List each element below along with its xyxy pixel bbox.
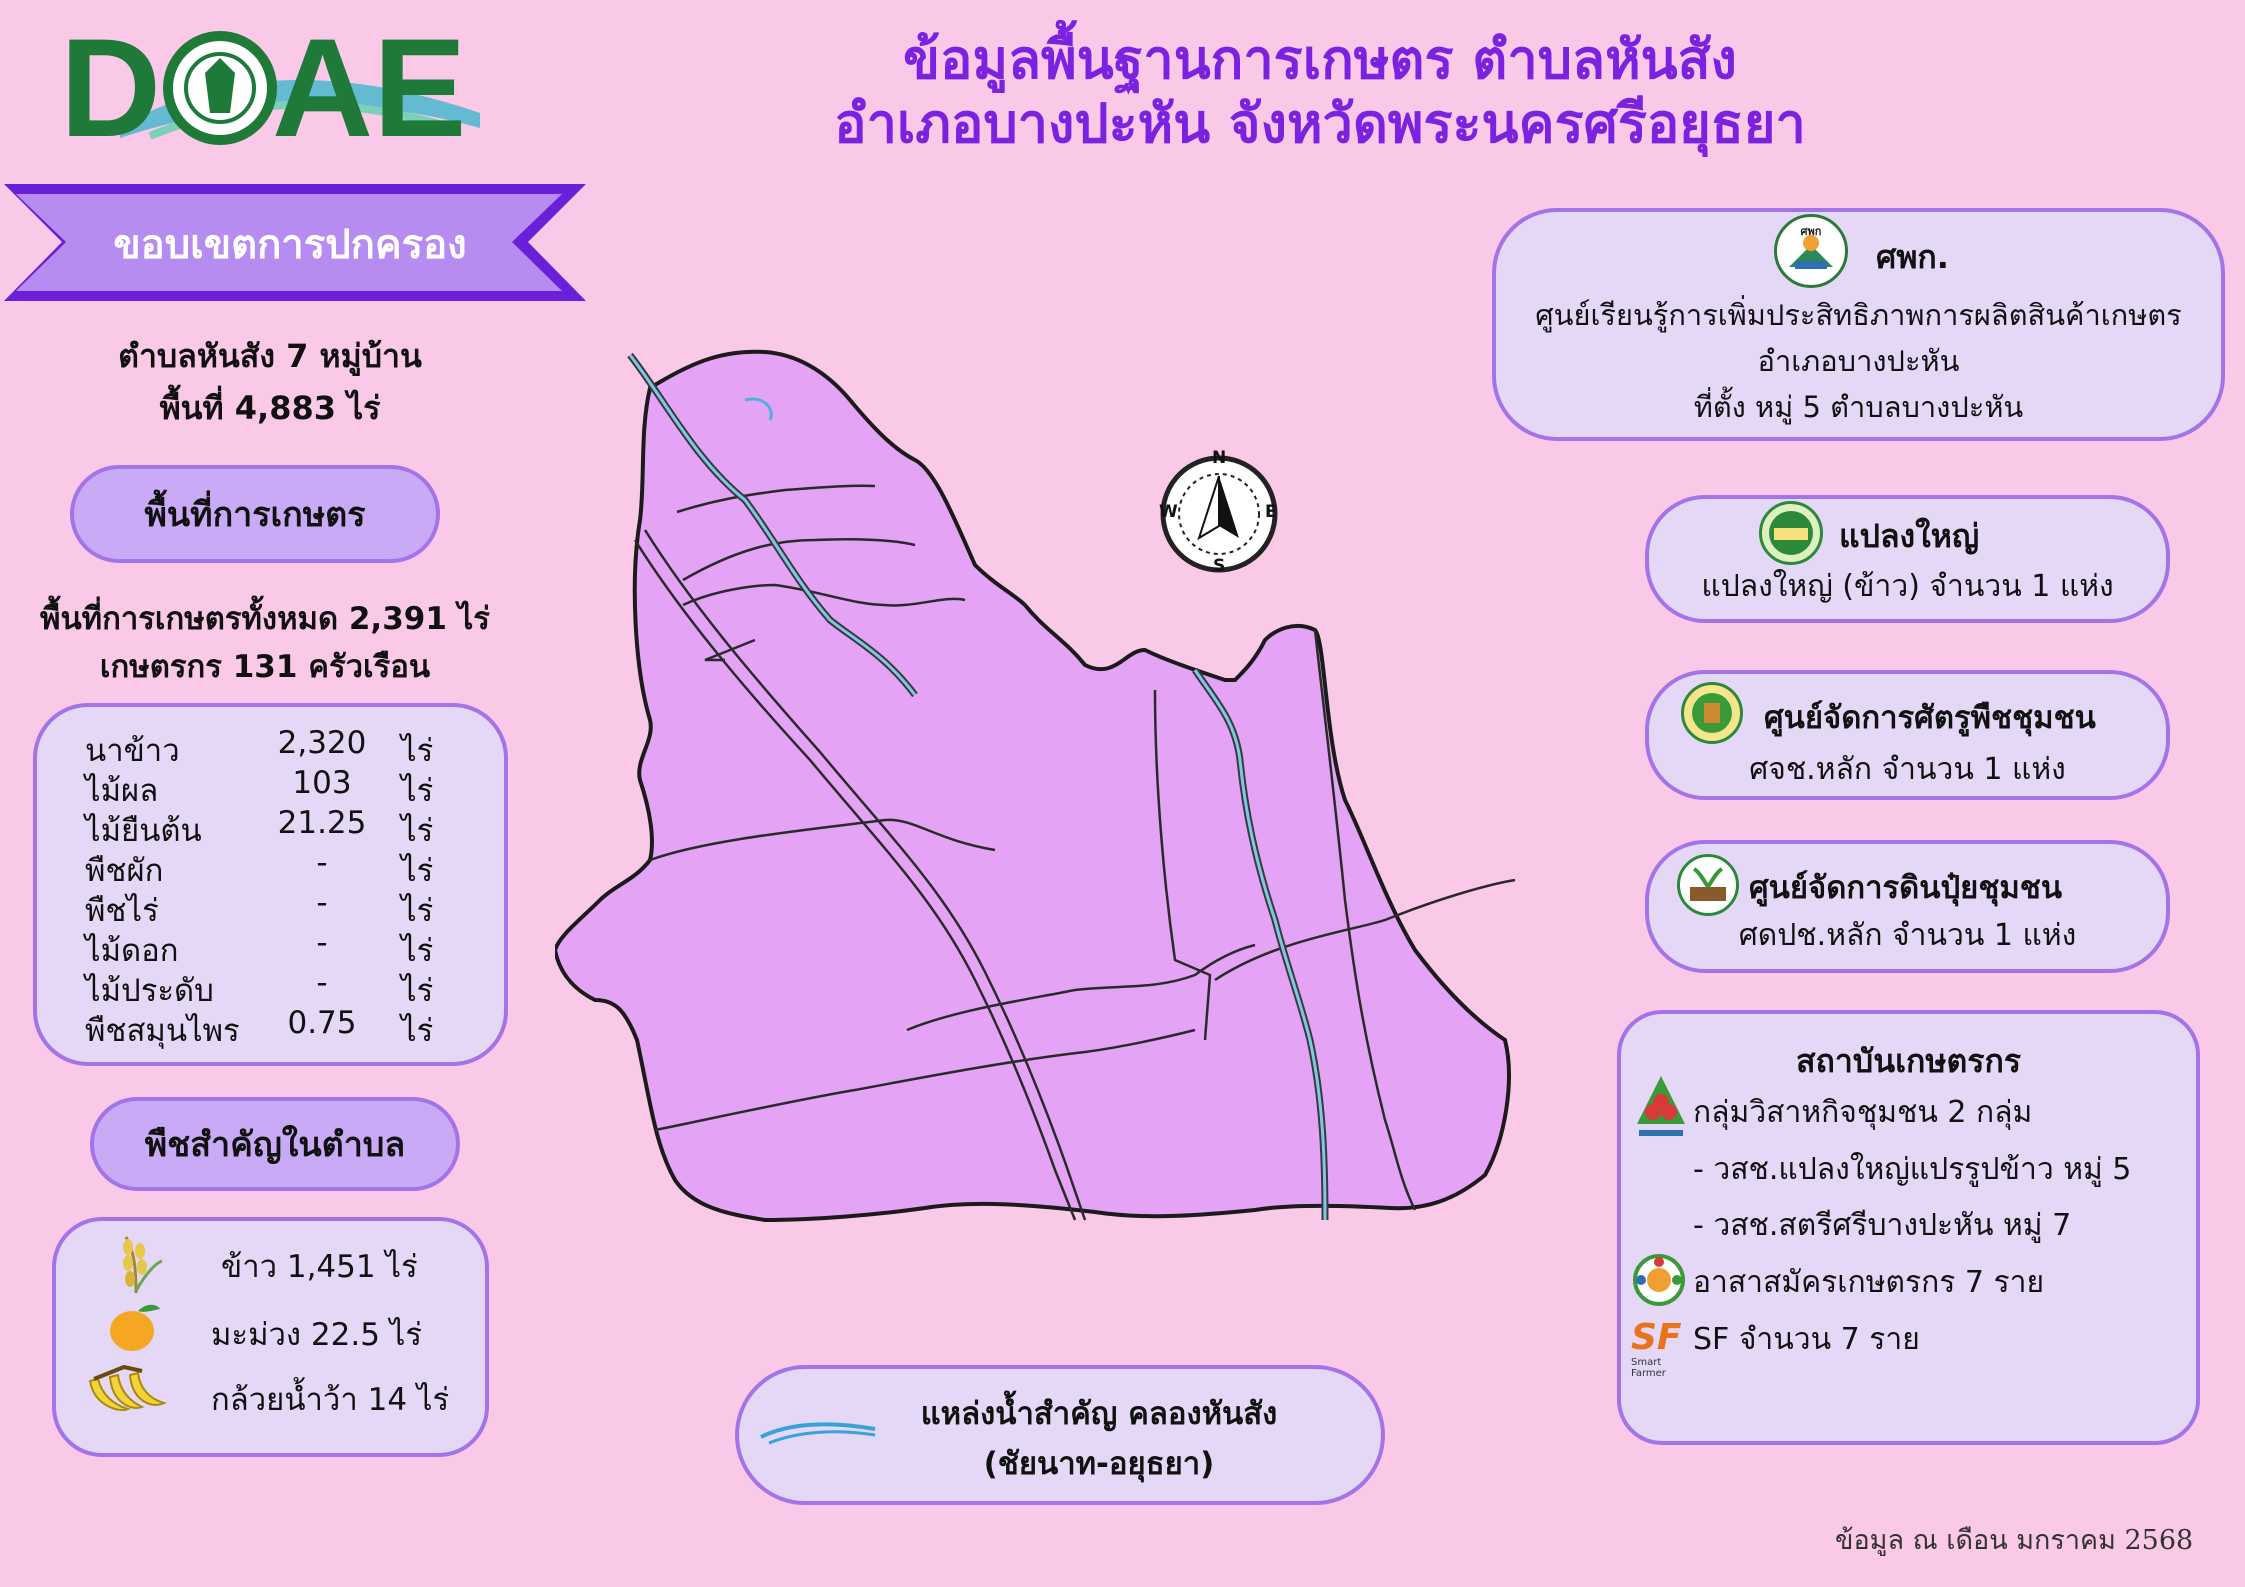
svg-text:ศพก: ศพก bbox=[1800, 225, 1822, 238]
map-boundary bbox=[555, 352, 1509, 1220]
agri-row-name: ไม้ยืนต้น bbox=[85, 813, 202, 849]
agri-total: พื้นที่การเกษตรทั้งหมด 2,391 ไร่ bbox=[40, 601, 490, 637]
spk-line-2: อำเภอบางปะหัน bbox=[1757, 344, 1960, 378]
admin-banner bbox=[0, 180, 590, 305]
svg-text:D: D bbox=[60, 18, 162, 148]
pest-center-panel bbox=[1645, 670, 2170, 800]
farmer-institutions-panel bbox=[1617, 1010, 2200, 1445]
pest-center-logo-icon bbox=[1681, 682, 1743, 744]
doae-logo bbox=[60, 18, 490, 148]
soil-center-panel bbox=[1645, 840, 2170, 973]
water-text bbox=[889, 1389, 1309, 1489]
agri-row-name: พืชไร่ bbox=[85, 893, 159, 929]
compass-icon bbox=[1157, 448, 1282, 577]
spk-line-3: ที่ตั้ง หมู่ 5 ตำบลบางปะหัน bbox=[1693, 390, 2024, 424]
soil-center-title: ศูนย์จัดการดินปุ๋ยชุมชน bbox=[1749, 870, 2063, 906]
agri-summary bbox=[20, 595, 510, 691]
compass-n: N bbox=[1212, 448, 1227, 468]
spk-text bbox=[1506, 292, 2211, 430]
agri-row-name: ไม้ดอก bbox=[85, 933, 179, 969]
admin-info bbox=[60, 330, 480, 434]
water-line-2: (ชัยนาท-อยุธยา) bbox=[983, 1446, 1215, 1482]
agri-row-value: 21.25 bbox=[277, 805, 367, 841]
agri-row-name: พืชผัก bbox=[85, 853, 164, 889]
agri-row-value: - bbox=[316, 965, 328, 1001]
sf-logo-sub: Smart Farmer bbox=[1631, 1357, 1666, 1379]
plaeng-yai-title: แปลงใหญ่ bbox=[1839, 517, 1980, 555]
agri-area-header-label: พื้นที่การเกษตร bbox=[144, 495, 366, 535]
spk-logo-icon bbox=[1774, 214, 1848, 288]
admin-area: พื้นที่ 4,883 ไร่ bbox=[159, 389, 381, 427]
pest-center-title: ศูนย์จัดการศัตรูพืชชุมชน bbox=[1764, 700, 2096, 736]
plaeng-yai-logo-icon bbox=[1759, 501, 1823, 565]
institution-item: อาสาสมัครเกษตรกร 7 ราย bbox=[1693, 1265, 2045, 1300]
water-line-1: แหล่งน้ำสำคัญ คลองหันสัง bbox=[920, 1396, 1278, 1432]
agri-row-value: 2,320 bbox=[277, 725, 367, 761]
agri-row-unit: ไร่ bbox=[401, 1013, 434, 1049]
mango-icon bbox=[104, 1297, 164, 1361]
agri-row-name: ไม้ผล bbox=[85, 773, 159, 809]
plaeng-yai-text: แปลงใหญ่ (ข้าว) จำนวน 1 แห่ง bbox=[1701, 569, 2114, 604]
data-date-footer: ข้อมูล ณ เดือน มกราคม 2568 bbox=[1835, 1525, 2194, 1556]
agri-row-name: พืชสมุนไพร bbox=[85, 1013, 240, 1049]
crop-banana: กล้วยน้ำว้า 14 ไร่ bbox=[211, 1382, 450, 1418]
agri-row-unit: ไร่ bbox=[401, 773, 434, 809]
crops-header-label: พืชสำคัญในตำบล bbox=[144, 1125, 406, 1165]
agri-row-name: นาข้าว bbox=[85, 733, 180, 769]
plaeng-yai-panel bbox=[1645, 495, 2170, 623]
banana-icon bbox=[84, 1361, 170, 1421]
crop-rice: ข้าว 1,451 ไร่ bbox=[221, 1249, 418, 1285]
compass-w: W bbox=[1159, 502, 1178, 522]
sf-logo-text: SF bbox=[1631, 1317, 1682, 1358]
agri-row-value: - bbox=[316, 845, 328, 881]
crops-panel bbox=[52, 1217, 489, 1457]
water-panel bbox=[735, 1365, 1385, 1505]
compass-e: E bbox=[1265, 502, 1277, 522]
agri-row-unit: ไร่ bbox=[401, 893, 434, 929]
spk-title: ศพก. bbox=[1876, 238, 1949, 276]
spk-panel bbox=[1492, 208, 2225, 441]
agri-area-header bbox=[70, 465, 440, 563]
pest-center-text: ศจช.หลัก จำนวน 1 แห่ง bbox=[1749, 752, 2066, 787]
compass-s: S bbox=[1213, 556, 1226, 576]
soil-center-logo-icon bbox=[1677, 854, 1739, 916]
spk-line-1: ศูนย์เรียนรู้การเพิ่มประสิทธิภาพการผลิตสินค้าเกษตร bbox=[1535, 298, 2182, 332]
institution-item: SF จำนวน 7 ราย bbox=[1693, 1322, 1920, 1357]
crops-header bbox=[90, 1097, 460, 1191]
volunteer-logo-icon bbox=[1631, 1252, 1687, 1312]
title-line-1: ข้อมูลพื้นฐานการเกษตร ตำบลหันสัง bbox=[903, 28, 1737, 91]
agri-row-unit: ไร่ bbox=[401, 733, 434, 769]
institution-item: - วสช.สตรีศรีบางปะหัน หมู่ 7 bbox=[1693, 1208, 2072, 1243]
institution-item: - วสช.แปลงใหญ่แปรรูปข้าว หมู่ 5 bbox=[1693, 1152, 2132, 1187]
agri-row-unit: ไร่ bbox=[401, 933, 434, 969]
institutions-header: สถาบันเกษตรกร bbox=[1796, 1042, 2021, 1080]
agri-row-value: 103 bbox=[292, 765, 352, 801]
agri-row-unit: ไร่ bbox=[401, 973, 434, 1009]
agri-row-value: - bbox=[316, 925, 328, 961]
agri-farmers: เกษตรกร 131 ครัวเรือน bbox=[99, 649, 431, 685]
institution-item: กลุ่มวิสาหกิจชุมชน 2 กลุ่ม bbox=[1693, 1095, 2033, 1130]
rice-icon bbox=[106, 1233, 166, 1299]
agri-row-unit: ไร่ bbox=[401, 853, 434, 889]
agri-row-value: - bbox=[316, 885, 328, 921]
smart-farmer-logo-icon bbox=[1631, 1317, 1691, 1379]
water-icon bbox=[759, 1419, 879, 1453]
title-line-2: อำเภอบางปะหัน จังหวัดพระนครศรีอยุธยา bbox=[834, 92, 1806, 155]
agri-row-value: 0.75 bbox=[287, 1005, 357, 1041]
agri-row-unit: ไร่ bbox=[401, 813, 434, 849]
soil-center-text: ศดปช.หลัก จำนวน 1 แห่ง bbox=[1738, 918, 2077, 953]
page-title bbox=[620, 28, 2020, 156]
crop-mango: มะม่วง 22.5 ไร่ bbox=[211, 1317, 423, 1353]
admin-banner-label: ขอบเขตการปกครอง bbox=[113, 222, 467, 268]
agri-table bbox=[33, 703, 508, 1066]
subdistrict-map bbox=[555, 340, 1575, 1250]
svg-text:AE: AE bbox=[272, 18, 467, 148]
admin-villages: ตำบลหันสัง 7 หมู่บ้าน bbox=[118, 337, 422, 375]
community-enterprise-logo-icon bbox=[1633, 1074, 1689, 1148]
agri-row-name: ไม้ประดับ bbox=[85, 973, 214, 1009]
